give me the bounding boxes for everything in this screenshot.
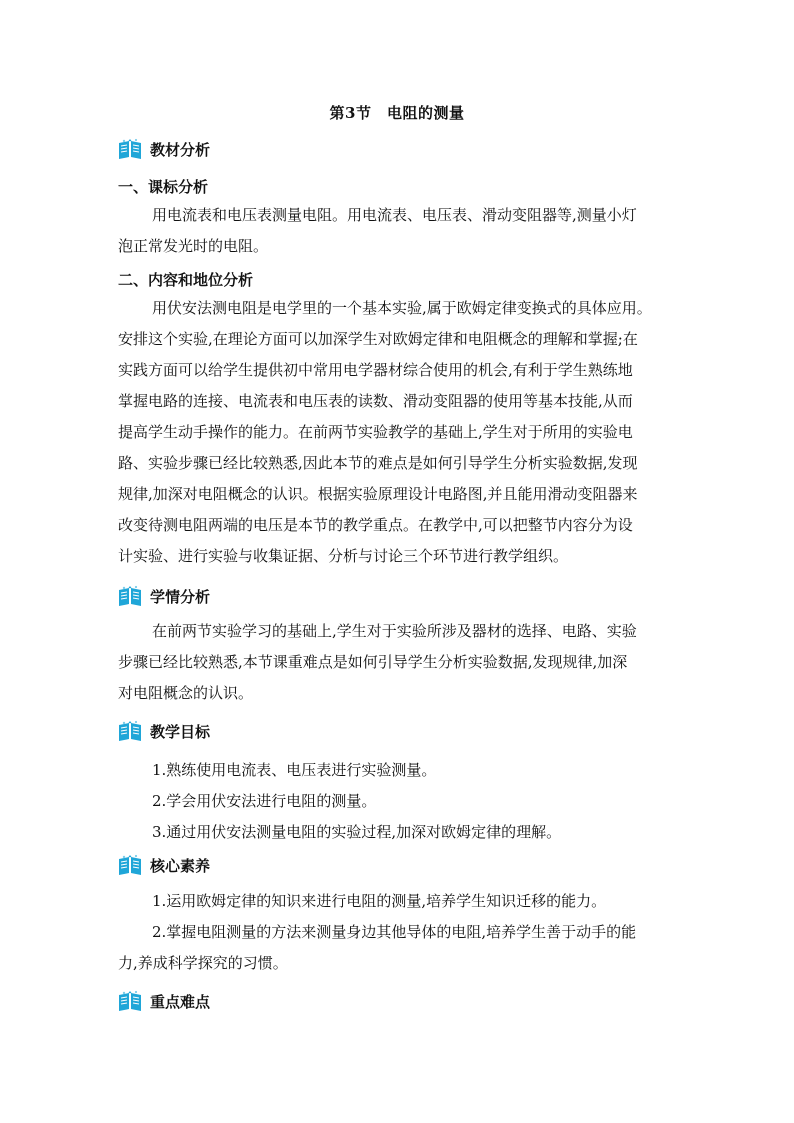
section-heading-label: 重点难点 <box>150 992 211 1011</box>
open-book-icon <box>118 138 142 160</box>
subheading-content: 二、内容和地位分析 <box>118 271 254 289</box>
open-book-icon <box>118 990 142 1012</box>
section-heading-label: 学情分析 <box>150 587 211 606</box>
text-line: 用伏安法测电阻是电学里的一个基本实验,属于欧姆定律变换式的具体应用。 <box>152 299 652 317</box>
goal-item: 2.学会用伏安法进行电阻的测量。 <box>152 792 377 810</box>
section-heading-label: 核心素养 <box>150 856 211 875</box>
text-line: 计实验、进行实验与收集证据、分析与讨论三个环节进行教学组织。 <box>118 547 569 565</box>
text-line: 安排这个实验,在理论方面可以加深学生对欧姆定律和电阻概念的理解和掌握;在 <box>118 330 638 348</box>
goal-item: 1.熟练使用电流表、电压表进行实验测量。 <box>152 761 437 779</box>
text-line: 泡正常发光时的电阻。 <box>118 237 269 255</box>
section-heading-analysis <box>118 138 210 160</box>
text-line: 在前两节实验学习的基础上,学生对于实验所涉及器材的选择、电路、实验 <box>152 622 637 640</box>
text-line: 1.运用欧姆定律的知识来进行电阻的测量,培养学生知识迁移的能力。 <box>152 892 607 910</box>
paragraph-content <box>118 293 678 572</box>
text-line: 对电阻概念的认识。 <box>118 684 254 702</box>
section-heading-students <box>118 585 210 607</box>
text-line: 用电流表和电压表测量电阻。用电流表、电压表、滑动变阻器等,测量小灯 <box>152 206 637 224</box>
paragraph-students <box>118 616 678 709</box>
goal-item: 3.通过用伏安法测量电阻的实验过程,加深对欧姆定律的理解。 <box>152 823 562 841</box>
text-line: 步骤已经比较熟悉,本节课重难点是如何引导学生分析实验数据,发现规律,加深 <box>118 653 628 671</box>
section-heading-keypoints <box>118 990 210 1012</box>
text-line: 规律,加深对电阻概念的认识。根据实验原理设计电路图,并且能用滑动变阻器来 <box>118 485 638 503</box>
section-heading-label: 教学目标 <box>150 722 211 741</box>
text-line: 2.掌握电阻测量的方法来测量身边其他导体的电阻,培养学生善于动手的能 <box>152 923 637 941</box>
open-book-icon <box>118 720 142 742</box>
subheading-curriculum: 一、课标分析 <box>118 178 209 196</box>
open-book-icon <box>118 585 142 607</box>
page-title: 第3节 电阻的测量 <box>329 104 465 122</box>
paragraph-core <box>118 886 678 979</box>
paragraph-curriculum <box>118 200 678 262</box>
section-heading-core <box>118 854 210 876</box>
text-line: 改变待测电阻两端的电压是本节的教学重点。在教学中,可以把整节内容分为设 <box>118 516 633 534</box>
text-line: 力,养成科学探究的习惯。 <box>118 954 288 972</box>
text-line: 路、实验步骤已经比较熟悉,因此本节的难点是如何引导学生分析实验数据,发现 <box>118 454 638 472</box>
section-heading-label: 教材分析 <box>150 140 211 159</box>
section-heading-goals <box>118 720 210 742</box>
text-line: 掌握电路的连接、电流表和电压表的读数、滑动变阻器的使用等基本技能,从而 <box>118 392 633 410</box>
text-line: 实践方面可以给学生提供初中常用电学器材综合使用的机会,有利于学生熟练地 <box>118 361 633 379</box>
text-line: 提高学生动手操作的能力。在前两节实验教学的基础上,学生对于所用的实验电 <box>118 423 633 441</box>
open-book-icon <box>118 854 142 876</box>
